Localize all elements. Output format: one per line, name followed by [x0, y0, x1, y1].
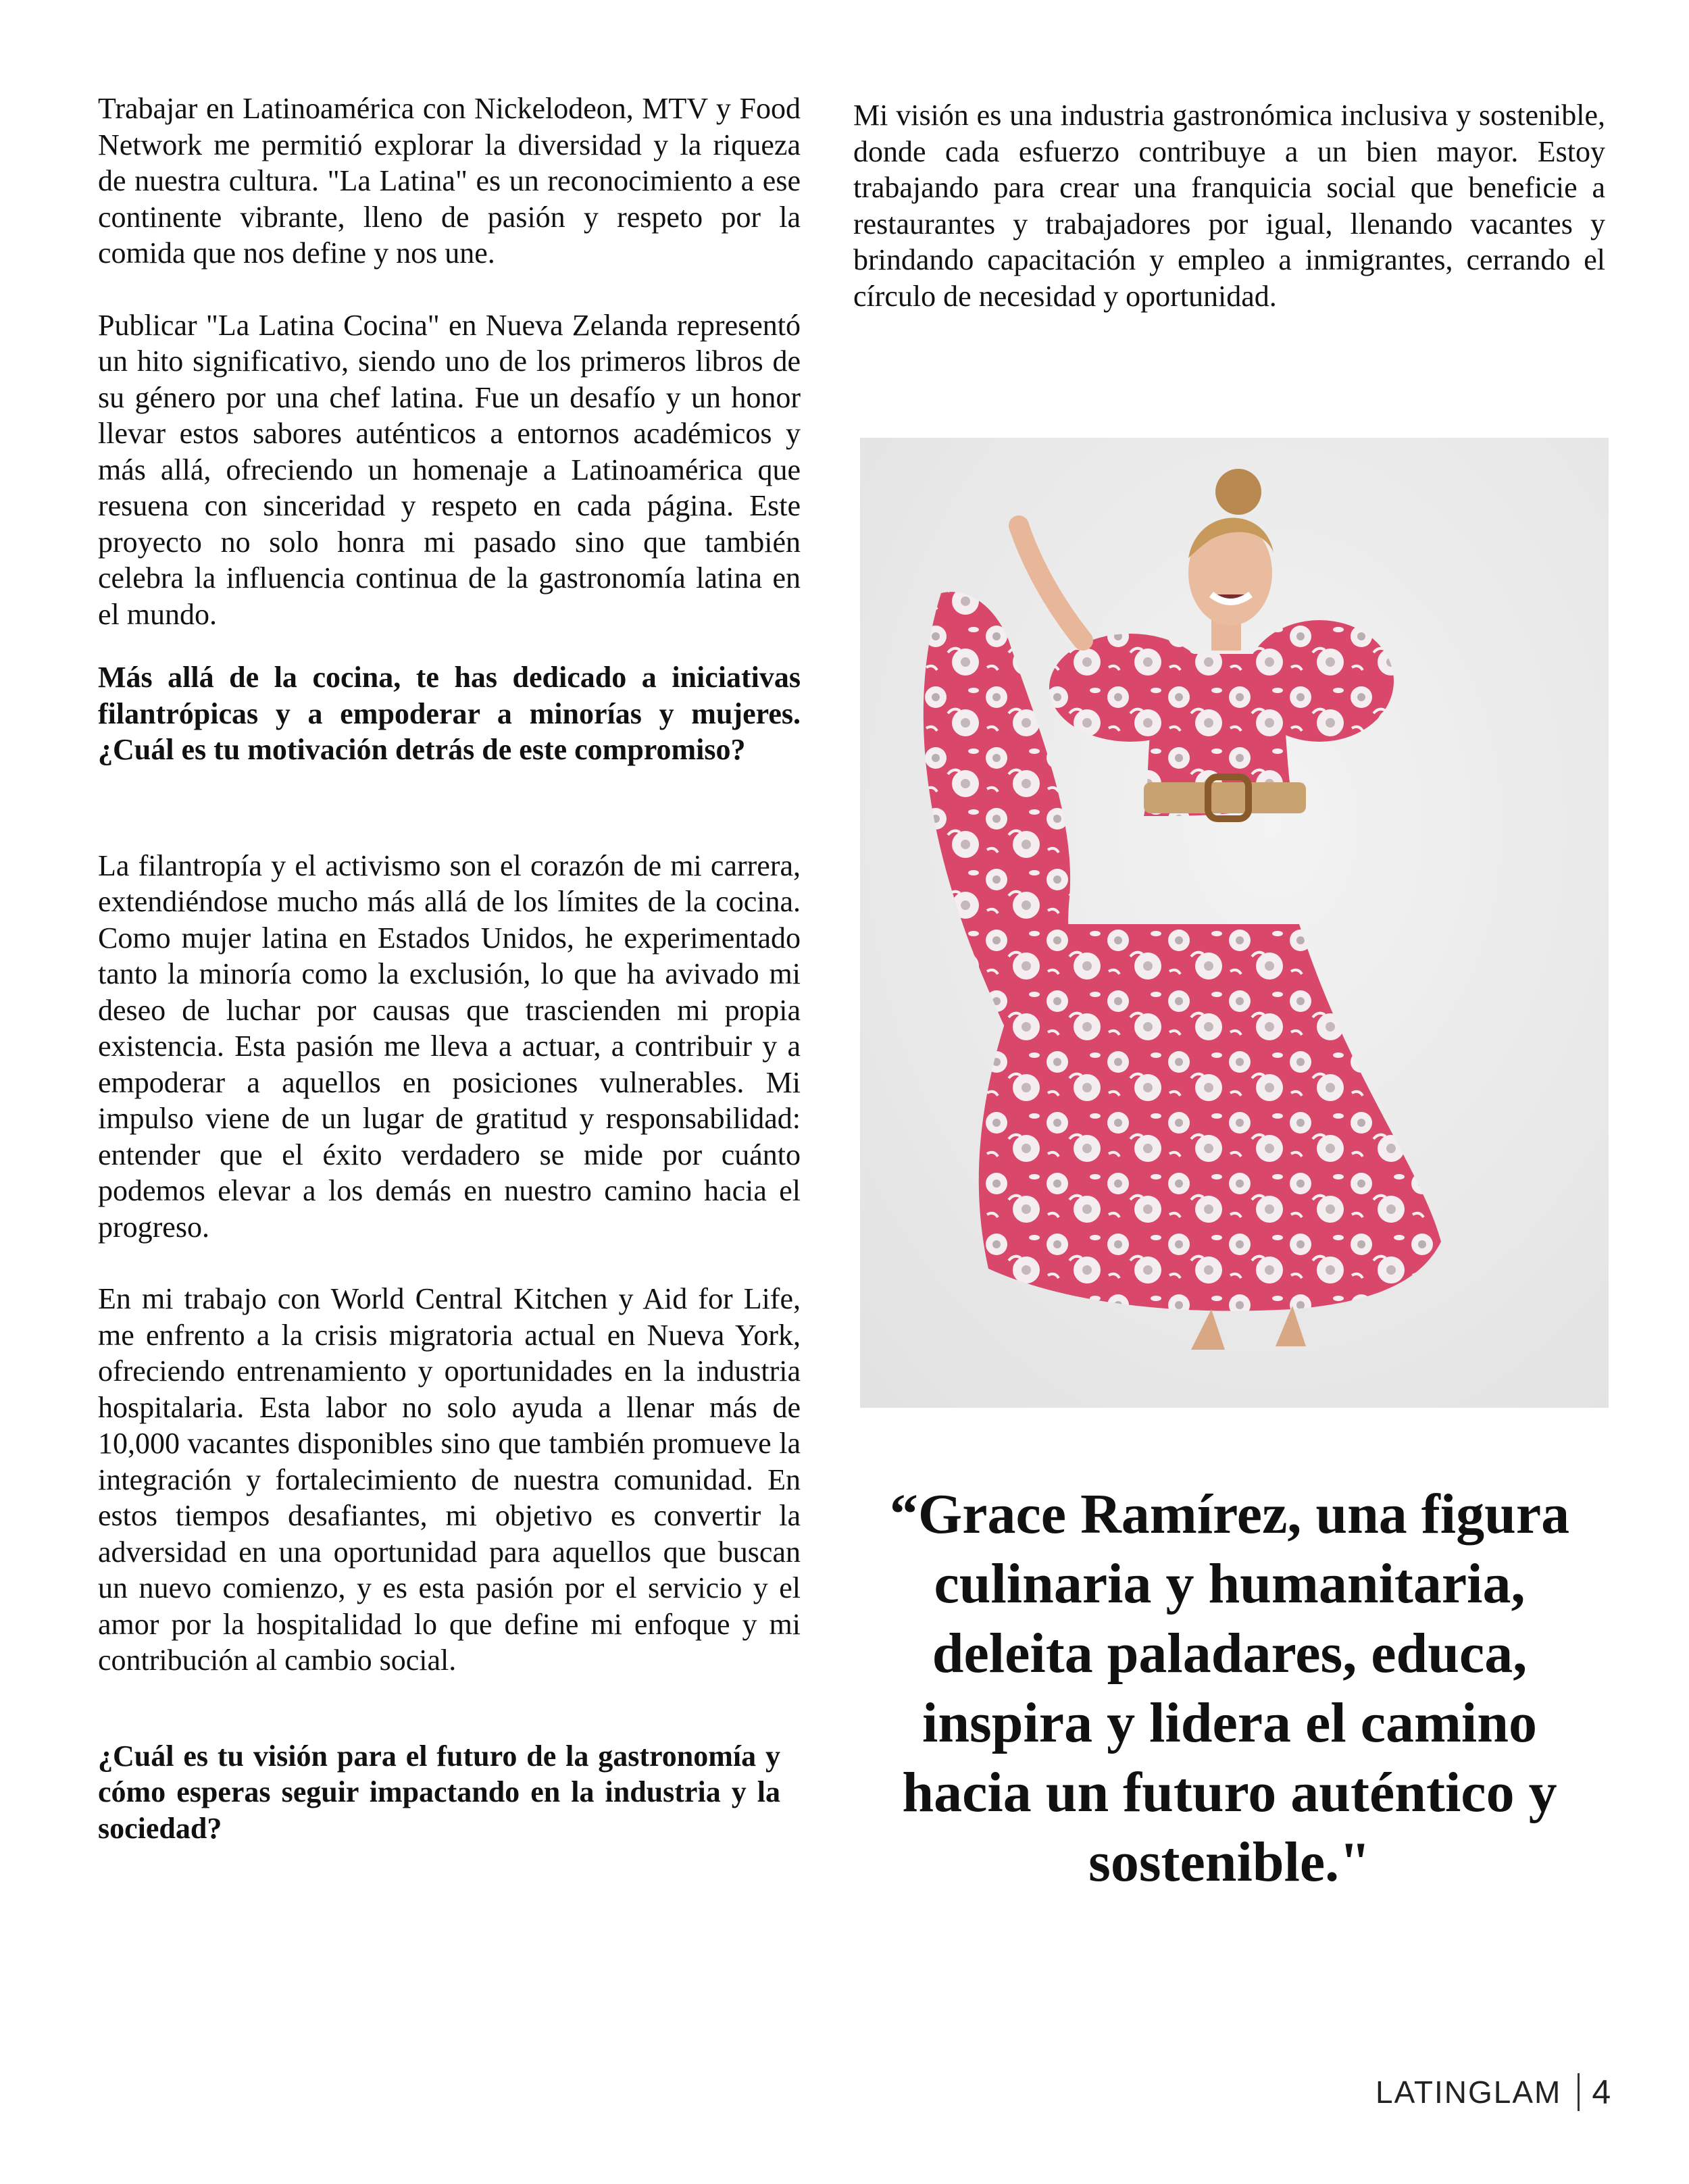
page-footer: [1376, 2068, 1611, 2116]
question-future-vision: ¿Cuál es tu visión para el futuro de la gastronomía y cómo esperas seguir impactando en la industria y la sociedad?: [98, 1739, 780, 1845]
left-column: [98, 91, 801, 1846]
pull-quote: “Grace Ramírez, una figura culinaria y humanitaria, deleita paladares, educa, inspira y lidera el camino hacia un futuro auténtico y sostenible.": [889, 1483, 1570, 1894]
portrait-photo: [860, 438, 1609, 1408]
footer-divider: [1578, 2073, 1580, 2111]
answer-philanthropy: La filantropía y el activismo son el corazón de mi carrera, extendiéndose mucho más allá de los límites de la cocina. Como mujer latina en Estados Unidos, he experimentado tanto la minoría como la exclusión, lo que ha avivado mi deseo de luchar por causas que trascienden mi propia existencia. Esta pasión me lleva a actuar, a contribuir y a empoderar a aquellos en posiciones vulnerables. Mi impulso viene de un lugar de gratitud y responsabilidad: entender que el éxito verdadero se mide por cuánto podemos elevar a los demás en nuestro camino hacia el progreso.: [98, 848, 801, 1244]
portrait-illustration: [860, 438, 1609, 1408]
question-philanthropy: Más allá de la cocina, te has dedicado a iniciativas filantrópicas y a empoderar a minorías y mujeres. ¿Cuál es tu motivación detrás de este compromiso?: [98, 661, 801, 766]
paragraph-la-latina: Trabajar en Latinoamérica con Nickelodeon, MTV y Food Network me permitió explorar la diversidad y la riqueza de nuestra cultura. "La Latina" es un reconocimiento a ese continente vibrante, lleno de pasión y respeto por la comida que nos define y nos une.: [98, 92, 801, 270]
paragraph-la-latina-cocina: Publicar "La Latina Cocina" en Nueva Zelanda representó un hito significativo, siendo uno de los primeros libros de su género por una chef latina. Fue un desafío y un honor llevar estos sabores auténticos a entornos académicos y más allá, ofreciendo un homenaje a Latinoamérica que resuena con sinceridad y respeto en cada página. Este proyecto no solo honra mi pasado sino que también celebra la influencia continua de la gastronomía latina en el mundo.: [98, 308, 801, 631]
page-number: 4: [1592, 2073, 1611, 2111]
right-column: [853, 97, 1605, 314]
magazine-brand: LATINGLAM: [1376, 2075, 1562, 2110]
answer-world-central-kitchen: En mi trabajo con World Central Kitchen y Aid for Life, me enfrento a la crisis migratoria actual en Nueva York, ofreciendo entrenamiento y oportunidades en la industria hospitalaria. Esta labor no solo ayuda a llenar más de 10,000 vacantes disponibles sino que también promueve la integración y fortalecimiento de nuestra comunidad. En estos tiempos desafiantes, mi objetivo es convertir la adversidad en una oportunidad para aquellos que buscan un nuevo comienzo, y es esta pasión por el servicio y el amor por la hospitalidad lo que define mi enfoque y mi contribución al cambio social.: [98, 1282, 801, 1677]
answer-future-vision: Mi visión es una industria gastronómica inclusiva y sostenible, donde cada esfuerzo contribuye a un bien mayor. Estoy trabajando para crear una franquicia social que beneficie a restaurantes y trabajadores por igual, llenando vacantes y brindando capacitación y empleo a inmigrantes, cerrando el círculo de necesidad y oportunidad.: [853, 99, 1605, 313]
